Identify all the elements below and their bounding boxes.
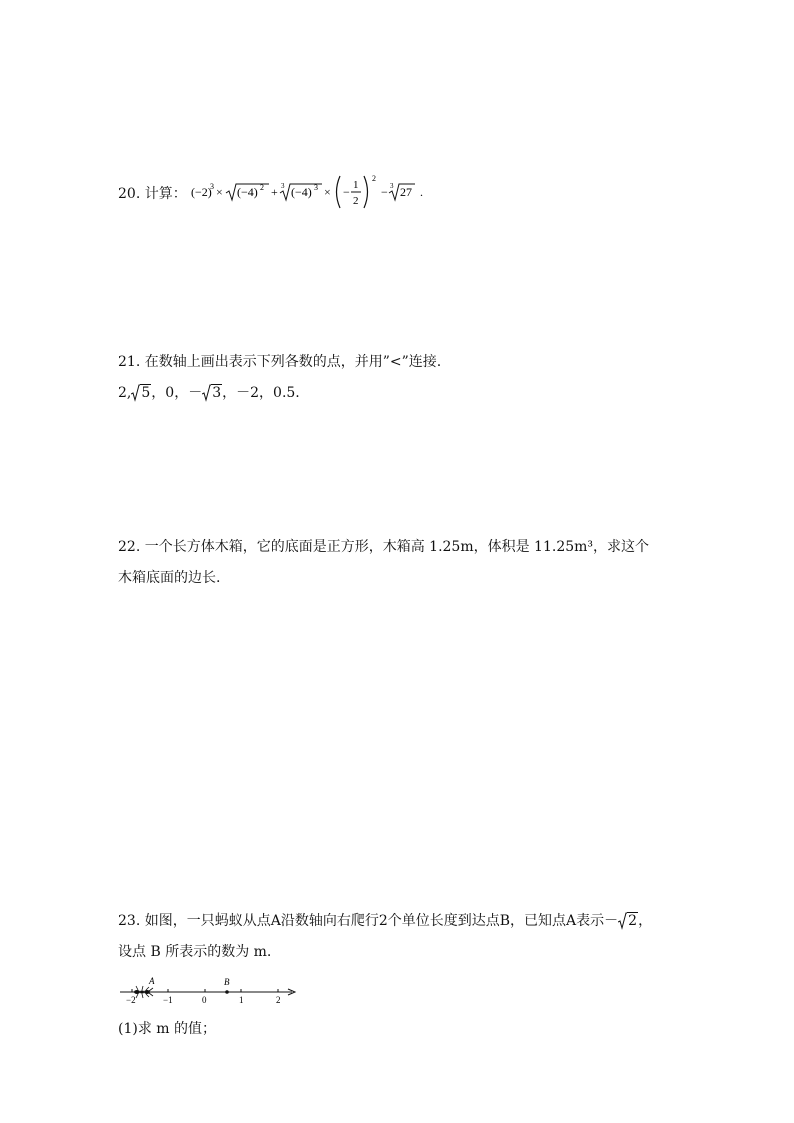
tick-label-2: 2 [276,995,281,1005]
q22-line-2: 木箱底面的边长. [118,570,221,586]
formula-times-1: × [216,185,223,199]
point-b-label: B [224,977,230,987]
radical-icon [131,384,140,402]
q21-text-b: ，0，－ [151,385,203,401]
radicand-2-exp: 3 [314,183,319,192]
frac-denominator: 2 [353,195,359,207]
tick-label-neg1: −1 [163,995,173,1005]
q20-line [118,176,431,212]
formula-minus-2: − [381,185,388,199]
formula-plus: + [271,185,278,199]
formula-exp-1: 3 [210,182,215,191]
tick-label-0: 0 [202,995,207,1005]
q23-sub-1: (1)求 m 的值； [118,1021,217,1037]
paren-right [364,176,368,208]
point-a-label: A [149,976,155,986]
q23-text-1-end: ， [638,913,653,929]
cbrt-index-2: 3 [390,182,394,190]
sqrt3-radicand: 3 [212,385,222,401]
frac-numerator: 1 [353,179,359,191]
q21-line-2 [118,383,300,403]
radicand-3: 27 [400,185,413,199]
radical-icon [202,384,211,402]
formula-term-1: (−2) [191,185,212,199]
q23-line-2: 设点 B 所表示的数为 m. [118,944,272,960]
q20-label: 20. 计算： [118,186,187,202]
sqrt5-radicand: 5 [141,385,151,401]
q21-text-a: 2, [118,385,132,401]
radicand-1: (−4) [237,185,258,199]
tick-label-neg2: −2 [126,995,136,1005]
sqrt-sign-2 [618,911,638,931]
number-line-figure [118,974,308,1008]
q23-text-1: 23. 如图，一只蚂蚁从点A沿数轴向右爬行2个单位长度到达点B，已知点A表示－ [118,913,619,929]
q20-formula [191,172,431,212]
frac-minus: − [343,185,350,199]
sqrt-sign-3 [202,383,222,403]
q21-text-c: ，－2，0.5. [222,385,300,401]
formula-end: . [420,185,424,199]
radical-icon [618,912,627,930]
tick-label-1: 1 [239,995,244,1005]
formula-times-2: × [324,185,331,199]
sqrt2-radicand: 2 [628,913,638,929]
cbrt-index-1: 3 [281,182,285,190]
q21-line-1: 21. 在数轴上画出表示下列各数的点，并用”<”连接. [118,354,442,370]
sqrt-sign-5 [131,383,151,403]
paren-left [337,176,341,208]
q23-line-1 [118,911,652,931]
paren-exp: 2 [372,174,377,183]
point-b-dot [225,990,229,994]
radicand-1-exp: 2 [260,183,265,192]
radicand-2: (−4) [291,185,312,199]
q22-line-1: 22. 一个长方体木箱，它的底面是正方形，木箱高 1.25m，体积是 11.25m³，求这个 [118,539,650,555]
